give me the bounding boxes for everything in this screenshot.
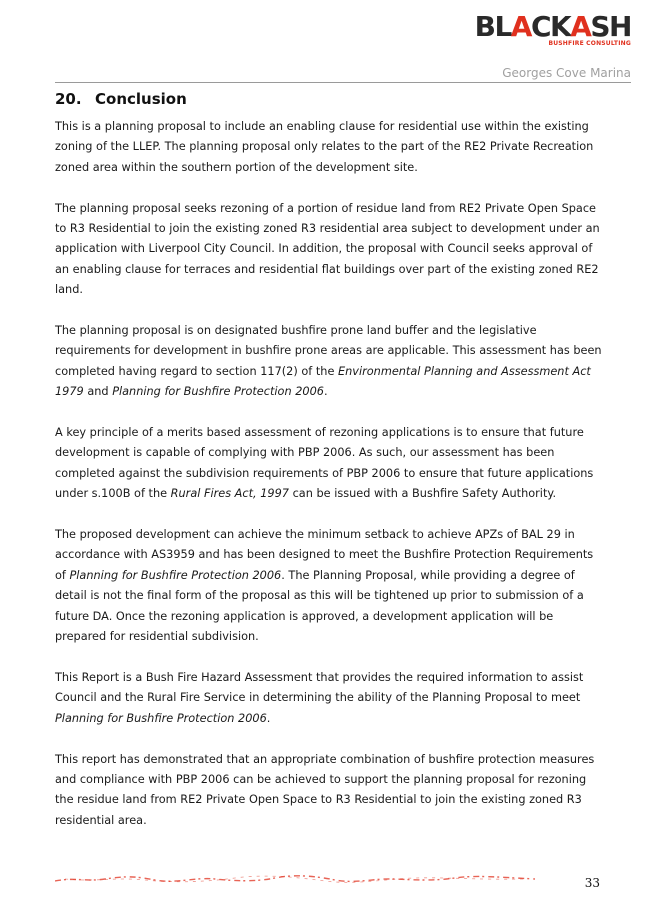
- paragraph-text: This is a planning proposal to include an enabling clause for residential use within the existing zoning of the LLEP. The planning proposal only relates to the part of the RE2 Private Recreation zoned area within the southern portion of the development site.: [55, 120, 594, 174]
- page-number: 33: [584, 876, 600, 890]
- section-number: 20.: [55, 90, 82, 108]
- paragraph-text: A key principle of a merits based assessment of rezoning applications is to ensure that future development is capable of complying with PBP 2006. As such, our assessment has been completed against the subdivision requirements of PBP 2006 to ensure that future applications under s.100B of the: [55, 426, 594, 501]
- paragraph-4: [55, 423, 603, 505]
- paragraph-text: The planning proposal seeks rezoning of a portion of residue land from RE2 Private Open Space to R3 Residential to join the existing zoned R3 residential area subject to development under an application with Liverpool City Council. In addition, the proposal with Council seeks approval of an enabling clause for terraces and residential flat buildings over part of the existing zoned RE2 land.: [55, 201, 600, 297]
- paragraph-text: can be issued with a Bushfire Safety Authority.: [289, 487, 557, 501]
- paragraph-text: and: [83, 385, 113, 399]
- guideline-citation: Planning for Bushfire Protection 2006: [55, 711, 267, 725]
- blackash-logo: [459, 12, 631, 47]
- paragraph-7: [55, 750, 603, 832]
- paragraph-text: This Report is a Bush Fire Hazard Assessment that provides the required information to assist Council and the Rural Fire Service in determining the ability of the Planning Proposal to meet: [55, 670, 584, 705]
- guideline-citation: Planning for Bushfire Protection 2006: [69, 568, 282, 582]
- act-citation: Rural Fires Act, 1997: [170, 487, 289, 501]
- section-heading: [55, 90, 187, 108]
- paragraph-text: This report has demonstrated that an appropriate combination of bushfire protection measures and compliance with PBP 2006 can be achieved to support the planning proposal for rezoning the residue land from RE2 Private Open Space to R3 Residential to join the existing zoned R3 residential area.: [55, 752, 595, 827]
- footer-fire-decoration: [55, 874, 535, 884]
- section-title: Conclusion: [95, 90, 187, 108]
- logo-part: SH: [590, 10, 631, 43]
- logo-part: BL: [474, 10, 511, 43]
- paragraph-text: The proposed development can achieve the minimum setback to achieve APZs of BAL 29 in accordance with AS3959 and has been designed to meet the Bushfire Protection Requirements of: [55, 528, 594, 582]
- paragraph-3: [55, 321, 603, 403]
- paragraph-5: [55, 525, 603, 647]
- guideline-citation: Planning for Bushfire Protection 2006: [112, 385, 324, 399]
- paragraph-2: [55, 199, 603, 301]
- paragraph-text: . The Planning Proposal, while providing a degree of detail is not the final form of the proposal as this will be tightened up prior to submission of a future DA. Once the rezoning application is approved, a development application will be prepared for residential subdivision.: [55, 568, 584, 644]
- logo-accent-letter: A: [570, 10, 591, 43]
- act-citation: Environmental Planning and Assessment Act 1979: [55, 364, 591, 399]
- body-text: [55, 117, 603, 852]
- paragraph-text: The planning proposal is on designated bushfire prone land buffer and the legislative requirements for development in bushfire prone areas are applicable. This assessment has been completed having regard to section 117(2) of the: [55, 324, 602, 378]
- logo-accent-letter: A: [510, 10, 531, 43]
- header-divider: [55, 82, 631, 83]
- logo-wordmark: [459, 12, 631, 42]
- paragraph-text: .: [266, 711, 271, 725]
- paragraph-text: .: [323, 385, 328, 399]
- logo-tagline: BUSHFIRE CONSULTING: [548, 40, 631, 47]
- running-header-title: Georges Cove Marina: [502, 66, 631, 80]
- logo-part: CK: [530, 10, 571, 43]
- paragraph-1: [55, 117, 603, 178]
- paragraph-6: [55, 668, 603, 729]
